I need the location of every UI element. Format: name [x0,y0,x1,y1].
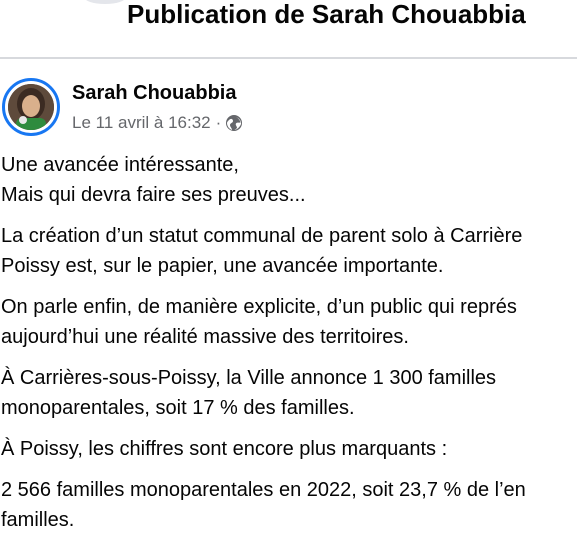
post-text-line: aujourd’hui une réalité massive des territoires. [1,326,409,348]
author-name[interactable]: Sarah Chouabbia [72,82,237,104]
post-timestamp[interactable]: Le 11 avril à 16:32 [72,113,211,132]
post-body [1,150,577,546]
post-text-line: familles. [1,509,75,531]
post-text-line: À Poissy, les chiffres sont encore plus marquants : [1,438,448,460]
post-header [0,78,577,140]
post-paragraph [1,475,577,535]
avatar-photo [8,84,54,130]
header-decoration [84,0,126,4]
globe-icon[interactable] [225,114,243,132]
post-paragraph [1,150,577,210]
post-meta [72,112,243,134]
post-text-line: À Carrières-sous-Poissy, la Ville annonce 1 300 familles [1,367,497,389]
page-title: Publication de Sarah Chouabbia [127,0,526,29]
post-paragraph [1,292,577,352]
page-header [0,0,577,59]
post-text-line: 2 566 familles monoparentales en 2022, soit 23,7 % de l’en [1,479,526,501]
post-paragraph [1,434,577,464]
post-text-line: Une avancée intéressante, [1,154,239,176]
post-text-line: La création d’un statut communal de parent solo à Carrière [1,225,523,247]
post-text-line: Poissy est, sur le papier, une avancée importante. [1,255,444,277]
avatar[interactable] [2,78,60,136]
post-paragraph [1,221,577,281]
post-text-line: On parle enfin, de manière explicite, d’un public qui représ [1,296,517,318]
post-text-line: Mais qui devra faire ses preuves... [1,184,306,206]
post-text-line: monoparentales, soit 17 % des familles. [1,397,355,419]
post-paragraph [1,363,577,423]
meta-separator: · [215,113,222,132]
